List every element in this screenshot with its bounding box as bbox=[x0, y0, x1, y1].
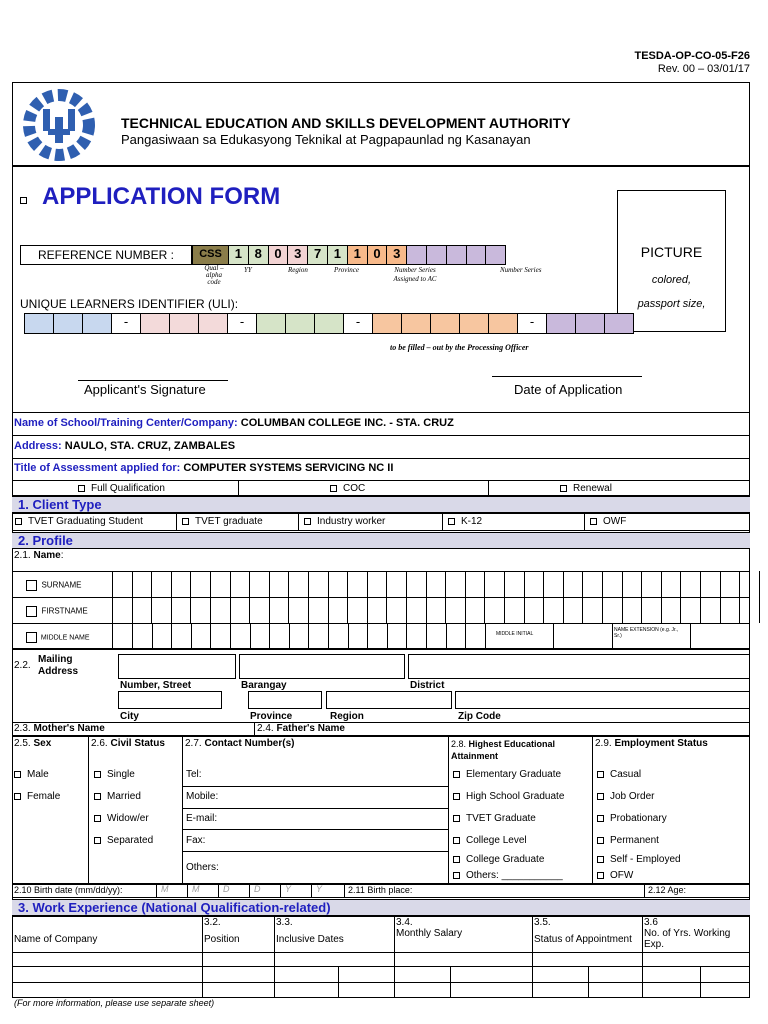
uli-cell[interactable] bbox=[459, 313, 489, 334]
grid-line bbox=[588, 966, 589, 998]
assessment-value: COMPUTER SYSTEMS SERVICING NC II bbox=[183, 462, 394, 474]
uli-cell[interactable] bbox=[24, 313, 54, 334]
name-num: 2.1. bbox=[14, 550, 31, 561]
grid-line bbox=[582, 571, 583, 623]
mother-label: Mother's Name bbox=[33, 723, 105, 734]
grid-line bbox=[406, 571, 407, 623]
edu-college-grad[interactable] bbox=[453, 854, 544, 865]
grid-line bbox=[151, 571, 152, 623]
age-field[interactable]: 2.12 Age: bbox=[648, 885, 687, 895]
grid-line bbox=[563, 571, 564, 623]
uli-cell[interactable] bbox=[140, 313, 170, 334]
work-col-label: Name of Company bbox=[14, 934, 98, 945]
uli-cell[interactable] bbox=[401, 313, 431, 334]
grid-line bbox=[112, 571, 113, 649]
profile-heading: 2. Profile bbox=[12, 532, 750, 549]
grid-line bbox=[249, 571, 250, 623]
grid-line bbox=[622, 571, 623, 623]
civil-widow[interactable] bbox=[94, 813, 149, 824]
picture-line2: passport size, bbox=[637, 298, 706, 310]
middle-initial-label: MIDDLE INITIAL bbox=[496, 631, 534, 637]
civil-num: 2.6. bbox=[91, 738, 108, 749]
grid-line bbox=[700, 571, 701, 623]
mobile-field[interactable]: Mobile: bbox=[186, 791, 219, 802]
grid-line bbox=[230, 571, 231, 623]
grid-line bbox=[12, 623, 750, 624]
emp-num: 2.9. bbox=[595, 738, 612, 749]
grid-line bbox=[426, 571, 427, 623]
form-title: APPLICATION FORM bbox=[42, 183, 281, 210]
work-col-num: 3.3. bbox=[276, 917, 293, 928]
school-label: Name of School/Training Center/Company: bbox=[14, 417, 238, 429]
ref-digit-cell: CSS bbox=[192, 245, 229, 265]
birthdate-cell[interactable]: M bbox=[156, 884, 187, 898]
edu-others[interactable] bbox=[453, 870, 563, 881]
grid-line bbox=[308, 623, 309, 649]
emp-opt-label: Probationary bbox=[610, 813, 667, 824]
grid-line bbox=[12, 597, 750, 598]
opt-coc[interactable] bbox=[330, 483, 365, 494]
client-tvet-graduate[interactable] bbox=[182, 516, 263, 527]
emp-ofw[interactable] bbox=[597, 870, 633, 881]
grid-line bbox=[12, 966, 750, 967]
grid-line bbox=[720, 571, 721, 623]
work-col-num: 3.2. bbox=[204, 917, 221, 928]
contact-num: 2.7. bbox=[185, 738, 202, 749]
picture-title: PICTURE bbox=[640, 244, 703, 260]
ref-caption-ac: Number Series Assigned to AC bbox=[393, 266, 437, 283]
grid-line bbox=[426, 623, 427, 649]
ref-caption-series: Number Series bbox=[500, 266, 542, 274]
ref-caption-province: Province bbox=[334, 266, 360, 274]
grid-line bbox=[289, 623, 290, 649]
birthdate-cell[interactable]: M bbox=[187, 884, 218, 898]
grid-line bbox=[171, 623, 172, 649]
birthdate-cell[interactable]: Y bbox=[311, 884, 342, 898]
edu-tvet[interactable] bbox=[453, 813, 536, 824]
edu-elementary[interactable] bbox=[453, 769, 561, 780]
work-col-label: No. of Yrs. Working Exp. bbox=[644, 928, 731, 950]
region-input[interactable] bbox=[326, 691, 452, 709]
work-col-num: 3.6 bbox=[644, 917, 658, 928]
work-col-label: Position bbox=[204, 934, 240, 945]
mail-label: Mailing Address bbox=[38, 654, 79, 677]
grid-line bbox=[230, 623, 231, 649]
sex-male-label: Male bbox=[27, 769, 49, 780]
client-opt-label: OWF bbox=[603, 516, 627, 527]
grid-line bbox=[210, 623, 211, 649]
edu-heading bbox=[451, 738, 591, 762]
grid-line bbox=[132, 571, 133, 623]
grid-line bbox=[387, 623, 388, 649]
uli-cell[interactable] bbox=[53, 313, 83, 334]
barangay-label: Barangay bbox=[241, 680, 287, 691]
grid-line bbox=[465, 571, 466, 623]
uli-dash: - bbox=[111, 313, 141, 334]
ref-digit-cell: 0 bbox=[268, 245, 289, 265]
uli-cell[interactable] bbox=[198, 313, 228, 334]
mother-field[interactable] bbox=[14, 723, 105, 734]
opt-full-qual-label: Full Qualification bbox=[91, 483, 165, 494]
opt-full-qual[interactable] bbox=[78, 483, 165, 494]
ref-digit-cell bbox=[466, 245, 487, 265]
district-label: District bbox=[410, 680, 445, 691]
father-label: Father's Name bbox=[276, 723, 345, 734]
grid-line bbox=[338, 966, 339, 998]
grid-line bbox=[484, 571, 485, 623]
contact-heading bbox=[185, 738, 294, 749]
province-label: Province bbox=[250, 711, 293, 722]
ref-caption-qual: Qual – alpha code bbox=[204, 264, 224, 286]
grid-line bbox=[210, 571, 211, 623]
middlename-label: MIDDLE NAME bbox=[40, 634, 90, 642]
work-col-num: 3.4. bbox=[396, 917, 413, 928]
uli-cell[interactable] bbox=[546, 313, 576, 334]
work-col-label: Inclusive Dates bbox=[276, 934, 344, 945]
birthdate-cell[interactable]: Y bbox=[280, 884, 311, 898]
edu-opt-label: College Level bbox=[466, 835, 527, 846]
grid-line bbox=[12, 982, 750, 983]
uli-cell[interactable] bbox=[488, 313, 518, 334]
grid-line bbox=[406, 623, 407, 649]
address-label: Address: bbox=[14, 440, 62, 452]
ref-digit-cell: 3 bbox=[386, 245, 407, 265]
client-type-heading: 1. Client Type bbox=[12, 496, 750, 513]
city-input[interactable] bbox=[118, 691, 222, 709]
work-col-num: 3.5. bbox=[534, 917, 551, 928]
grid-line bbox=[190, 571, 191, 623]
work-col-label: Monthly Salary bbox=[396, 928, 463, 939]
zip-input[interactable] bbox=[455, 691, 750, 709]
surname-field[interactable] bbox=[26, 580, 81, 591]
uli-dash: - bbox=[517, 313, 547, 334]
grid-line bbox=[202, 916, 203, 998]
grid-line bbox=[700, 966, 701, 998]
work-col-label: Status of Appointment bbox=[534, 934, 632, 945]
client-opt-label: Industry worker bbox=[317, 516, 386, 527]
civil-opt-label: Separated bbox=[107, 835, 154, 846]
agency-subtitle: Pangasiwaan sa Edukasyong Teknikal at Pagpapaunlad ng Kasanayan bbox=[121, 132, 531, 147]
firstname-field[interactable] bbox=[26, 606, 88, 617]
grid-line bbox=[132, 623, 133, 649]
emp-label: Employment Status bbox=[614, 738, 708, 749]
sex-num: 2.5. bbox=[14, 738, 31, 749]
footer-note: (For more information, please use separate sheet) bbox=[14, 998, 215, 1008]
emp-job-order[interactable] bbox=[597, 791, 654, 802]
edu-opt-label: Elementary Graduate bbox=[466, 769, 562, 780]
sex-heading bbox=[14, 738, 51, 749]
uli-cell[interactable] bbox=[604, 313, 634, 334]
grid-line bbox=[446, 623, 447, 649]
uli-cell[interactable] bbox=[372, 313, 402, 334]
email-field[interactable]: E-mail: bbox=[186, 813, 218, 824]
zip-label: Zip Code bbox=[458, 711, 501, 722]
form-code: TESDA-OP-CO-05-F26 bbox=[634, 50, 750, 62]
grid-line bbox=[269, 571, 270, 623]
uli-cell[interactable] bbox=[82, 313, 112, 334]
grid-line bbox=[524, 571, 525, 623]
header-box bbox=[12, 82, 750, 166]
name-row-label: 2.1. Name: bbox=[14, 550, 64, 561]
processing-note: to be filled – out by the Processing Officer bbox=[390, 343, 529, 352]
street-input[interactable] bbox=[118, 654, 236, 679]
ref-digit-cell: 1 bbox=[327, 245, 348, 265]
work-heading: 3. Work Experience (National Qualification-related) bbox=[12, 899, 750, 916]
sex-label: Sex bbox=[33, 738, 52, 749]
ref-digit-cell: 7 bbox=[307, 245, 328, 265]
tesda-logo-icon bbox=[21, 87, 97, 163]
grid-line bbox=[450, 966, 451, 998]
grid-line bbox=[171, 571, 172, 623]
district-input[interactable] bbox=[408, 654, 750, 679]
uli-dash: - bbox=[227, 313, 257, 334]
uli-cell[interactable] bbox=[575, 313, 605, 334]
birthplace-field[interactable]: 2.11 Birth place: bbox=[348, 885, 413, 895]
ref-digit-cell: 1 bbox=[347, 245, 368, 265]
mail-num: 2.2. bbox=[14, 660, 31, 671]
birthdate-label: 2.10 Birth date (mm/dd/yy): bbox=[14, 885, 123, 895]
client-opt-label: K-12 bbox=[461, 516, 483, 527]
edu-label: Highest Educational Attainment bbox=[451, 739, 556, 761]
address-row bbox=[14, 440, 235, 452]
grid-line bbox=[367, 571, 368, 623]
grid-line bbox=[759, 571, 760, 623]
uli-dash: - bbox=[343, 313, 373, 334]
edu-opt-label: College Graduate bbox=[466, 854, 545, 865]
firstname-label: FIRSTNAME bbox=[41, 606, 88, 616]
grid-line bbox=[152, 623, 153, 649]
form-checkbox[interactable] bbox=[20, 197, 27, 204]
grid-line bbox=[191, 623, 192, 649]
name-label: Name bbox=[33, 550, 61, 561]
sex-female-label: Female bbox=[27, 791, 61, 802]
school-value: COLUMBAN COLLEGE INC. - STA. CRUZ bbox=[240, 417, 454, 429]
uli-cell[interactable] bbox=[430, 313, 460, 334]
edu-opt-label: Others: ___________ bbox=[466, 870, 563, 881]
emp-opt-label: Job Order bbox=[610, 791, 655, 802]
civil-opt-label: Widow/er bbox=[107, 813, 149, 824]
grid-line bbox=[680, 571, 681, 623]
grid-line bbox=[504, 571, 505, 623]
grid-line bbox=[386, 571, 387, 623]
grid-line bbox=[328, 571, 329, 623]
address-value: NAULO, STA. CRUZ, ZAMBALES bbox=[64, 440, 236, 452]
grid-line bbox=[269, 623, 270, 649]
grid-line bbox=[367, 623, 368, 649]
ref-digit-cell: 0 bbox=[367, 245, 388, 265]
client-opt-label: TVET graduate bbox=[195, 516, 263, 527]
fax-field[interactable]: Fax: bbox=[186, 835, 206, 846]
civil-label: Civil Status bbox=[110, 738, 165, 749]
edu-highschool[interactable] bbox=[453, 791, 564, 802]
ref-digit-cell bbox=[485, 245, 506, 265]
edu-opt-label: High School Graduate bbox=[466, 791, 565, 802]
birthdate-cell[interactable]: D bbox=[249, 884, 280, 898]
emp-probationary[interactable] bbox=[597, 813, 667, 824]
ref-digit-cell bbox=[446, 245, 467, 265]
barangay-input[interactable] bbox=[239, 654, 405, 679]
work-table bbox=[12, 916, 750, 998]
edu-college-level[interactable] bbox=[453, 835, 527, 846]
ref-digit-cell: 3 bbox=[287, 245, 308, 265]
ref-digit-cell: 1 bbox=[228, 245, 249, 265]
province-input[interactable] bbox=[248, 691, 322, 709]
surname-label: SURNAME bbox=[41, 580, 82, 590]
grid-line bbox=[250, 623, 251, 649]
grid-line bbox=[328, 623, 329, 649]
civil-single[interactable] bbox=[94, 769, 135, 780]
grid-line bbox=[661, 571, 662, 623]
emp-heading bbox=[595, 738, 708, 749]
grid-line bbox=[288, 571, 289, 623]
ref-caption-region: Region bbox=[288, 266, 308, 274]
grid-line bbox=[445, 571, 446, 623]
date-label: Date of Application bbox=[514, 382, 623, 397]
uli-cell[interactable] bbox=[169, 313, 199, 334]
edu-opt-label: TVET Graduate bbox=[466, 813, 536, 824]
civil-separated[interactable] bbox=[94, 835, 153, 846]
edu-num: 2.8. bbox=[451, 739, 467, 749]
picture-line1: colored, bbox=[651, 274, 692, 286]
grid-line bbox=[12, 649, 750, 650]
grid-line bbox=[347, 571, 348, 623]
grid-line bbox=[602, 571, 603, 623]
opt-renewal-label: Renewal bbox=[573, 483, 612, 494]
signature-label: Applicant's Signature bbox=[84, 382, 206, 397]
emp-casual[interactable] bbox=[597, 769, 641, 780]
grid-line bbox=[532, 916, 533, 998]
ref-digit-cell bbox=[426, 245, 447, 265]
sex-male[interactable] bbox=[14, 769, 49, 780]
grid-line bbox=[543, 571, 544, 623]
ref-caption-yy: YY bbox=[244, 266, 252, 274]
emp-self[interactable] bbox=[597, 854, 681, 865]
grid-line bbox=[465, 623, 466, 649]
grid-line bbox=[348, 623, 349, 649]
opt-renewal[interactable] bbox=[560, 483, 612, 494]
grid-line bbox=[394, 916, 395, 998]
parents-row bbox=[12, 722, 750, 736]
name-ext-label: NAME EXTENSION (e.g. Jr., Sr.) bbox=[614, 627, 679, 639]
street-label: Number, Street bbox=[120, 680, 192, 691]
client-owf[interactable] bbox=[590, 516, 626, 527]
assessment-label: Title of Assessment applied for: bbox=[14, 462, 181, 474]
civil-married[interactable] bbox=[94, 791, 141, 802]
civil-heading bbox=[91, 738, 165, 749]
uli-cell[interactable] bbox=[314, 313, 344, 334]
assessment-row bbox=[14, 462, 393, 474]
emp-opt-label: Casual bbox=[610, 769, 642, 780]
sex-female[interactable] bbox=[14, 791, 60, 802]
grid-line bbox=[308, 571, 309, 623]
father-field[interactable] bbox=[257, 723, 345, 734]
father-num: 2.4. bbox=[257, 723, 274, 734]
uli-cell[interactable] bbox=[285, 313, 315, 334]
civil-opt-label: Single bbox=[107, 769, 135, 780]
mother-num: 2.3. bbox=[14, 723, 31, 734]
grid-line bbox=[12, 571, 750, 572]
civil-opt-label: Married bbox=[107, 791, 141, 802]
client-opt-label: TVET Graduating Student bbox=[28, 516, 143, 527]
grid-line bbox=[612, 623, 613, 649]
uli-label: UNIQUE LEARNERS IDENTIFIER (ULI): bbox=[20, 297, 239, 311]
emp-permanent[interactable] bbox=[597, 835, 659, 846]
client-k12[interactable] bbox=[448, 516, 482, 527]
grid-line bbox=[485, 623, 486, 649]
city-label: City bbox=[120, 711, 139, 722]
tel-field[interactable]: Tel: bbox=[186, 769, 202, 780]
client-tvet-graduating[interactable] bbox=[15, 516, 143, 527]
ref-digit-cell bbox=[406, 245, 427, 265]
birthdate-cell[interactable]: D bbox=[218, 884, 249, 898]
ref-digit-cell: 8 bbox=[248, 245, 269, 265]
grid-line bbox=[739, 571, 740, 623]
grid-line bbox=[12, 952, 750, 953]
picture-box bbox=[617, 190, 726, 332]
contact-label: Contact Number(s) bbox=[204, 738, 295, 749]
emp-opt-label: Permanent bbox=[610, 835, 659, 846]
opt-coc-label: COC bbox=[343, 483, 366, 494]
uli-cell[interactable] bbox=[256, 313, 286, 334]
agency-title: TECHNICAL EDUCATION AND SKILLS DEVELOPMENT AUTHORITY bbox=[121, 115, 571, 131]
grid-line bbox=[642, 916, 643, 998]
school-row bbox=[14, 417, 454, 429]
grid-line bbox=[553, 623, 554, 649]
middlename-field[interactable] bbox=[26, 632, 90, 643]
emp-opt-label: Self - Employed bbox=[610, 854, 681, 865]
ref-label: REFERENCE NUMBER : bbox=[20, 245, 192, 265]
grid-line bbox=[274, 916, 275, 998]
revision: Rev. 00 – 03/01/17 bbox=[657, 63, 750, 75]
client-industry-worker[interactable] bbox=[304, 516, 385, 527]
grid-line bbox=[641, 571, 642, 623]
emp-opt-label: OFW bbox=[610, 870, 634, 881]
grid-line bbox=[690, 623, 691, 649]
region-label: Region bbox=[330, 711, 364, 722]
others-contact-field[interactable]: Others: bbox=[186, 862, 219, 873]
